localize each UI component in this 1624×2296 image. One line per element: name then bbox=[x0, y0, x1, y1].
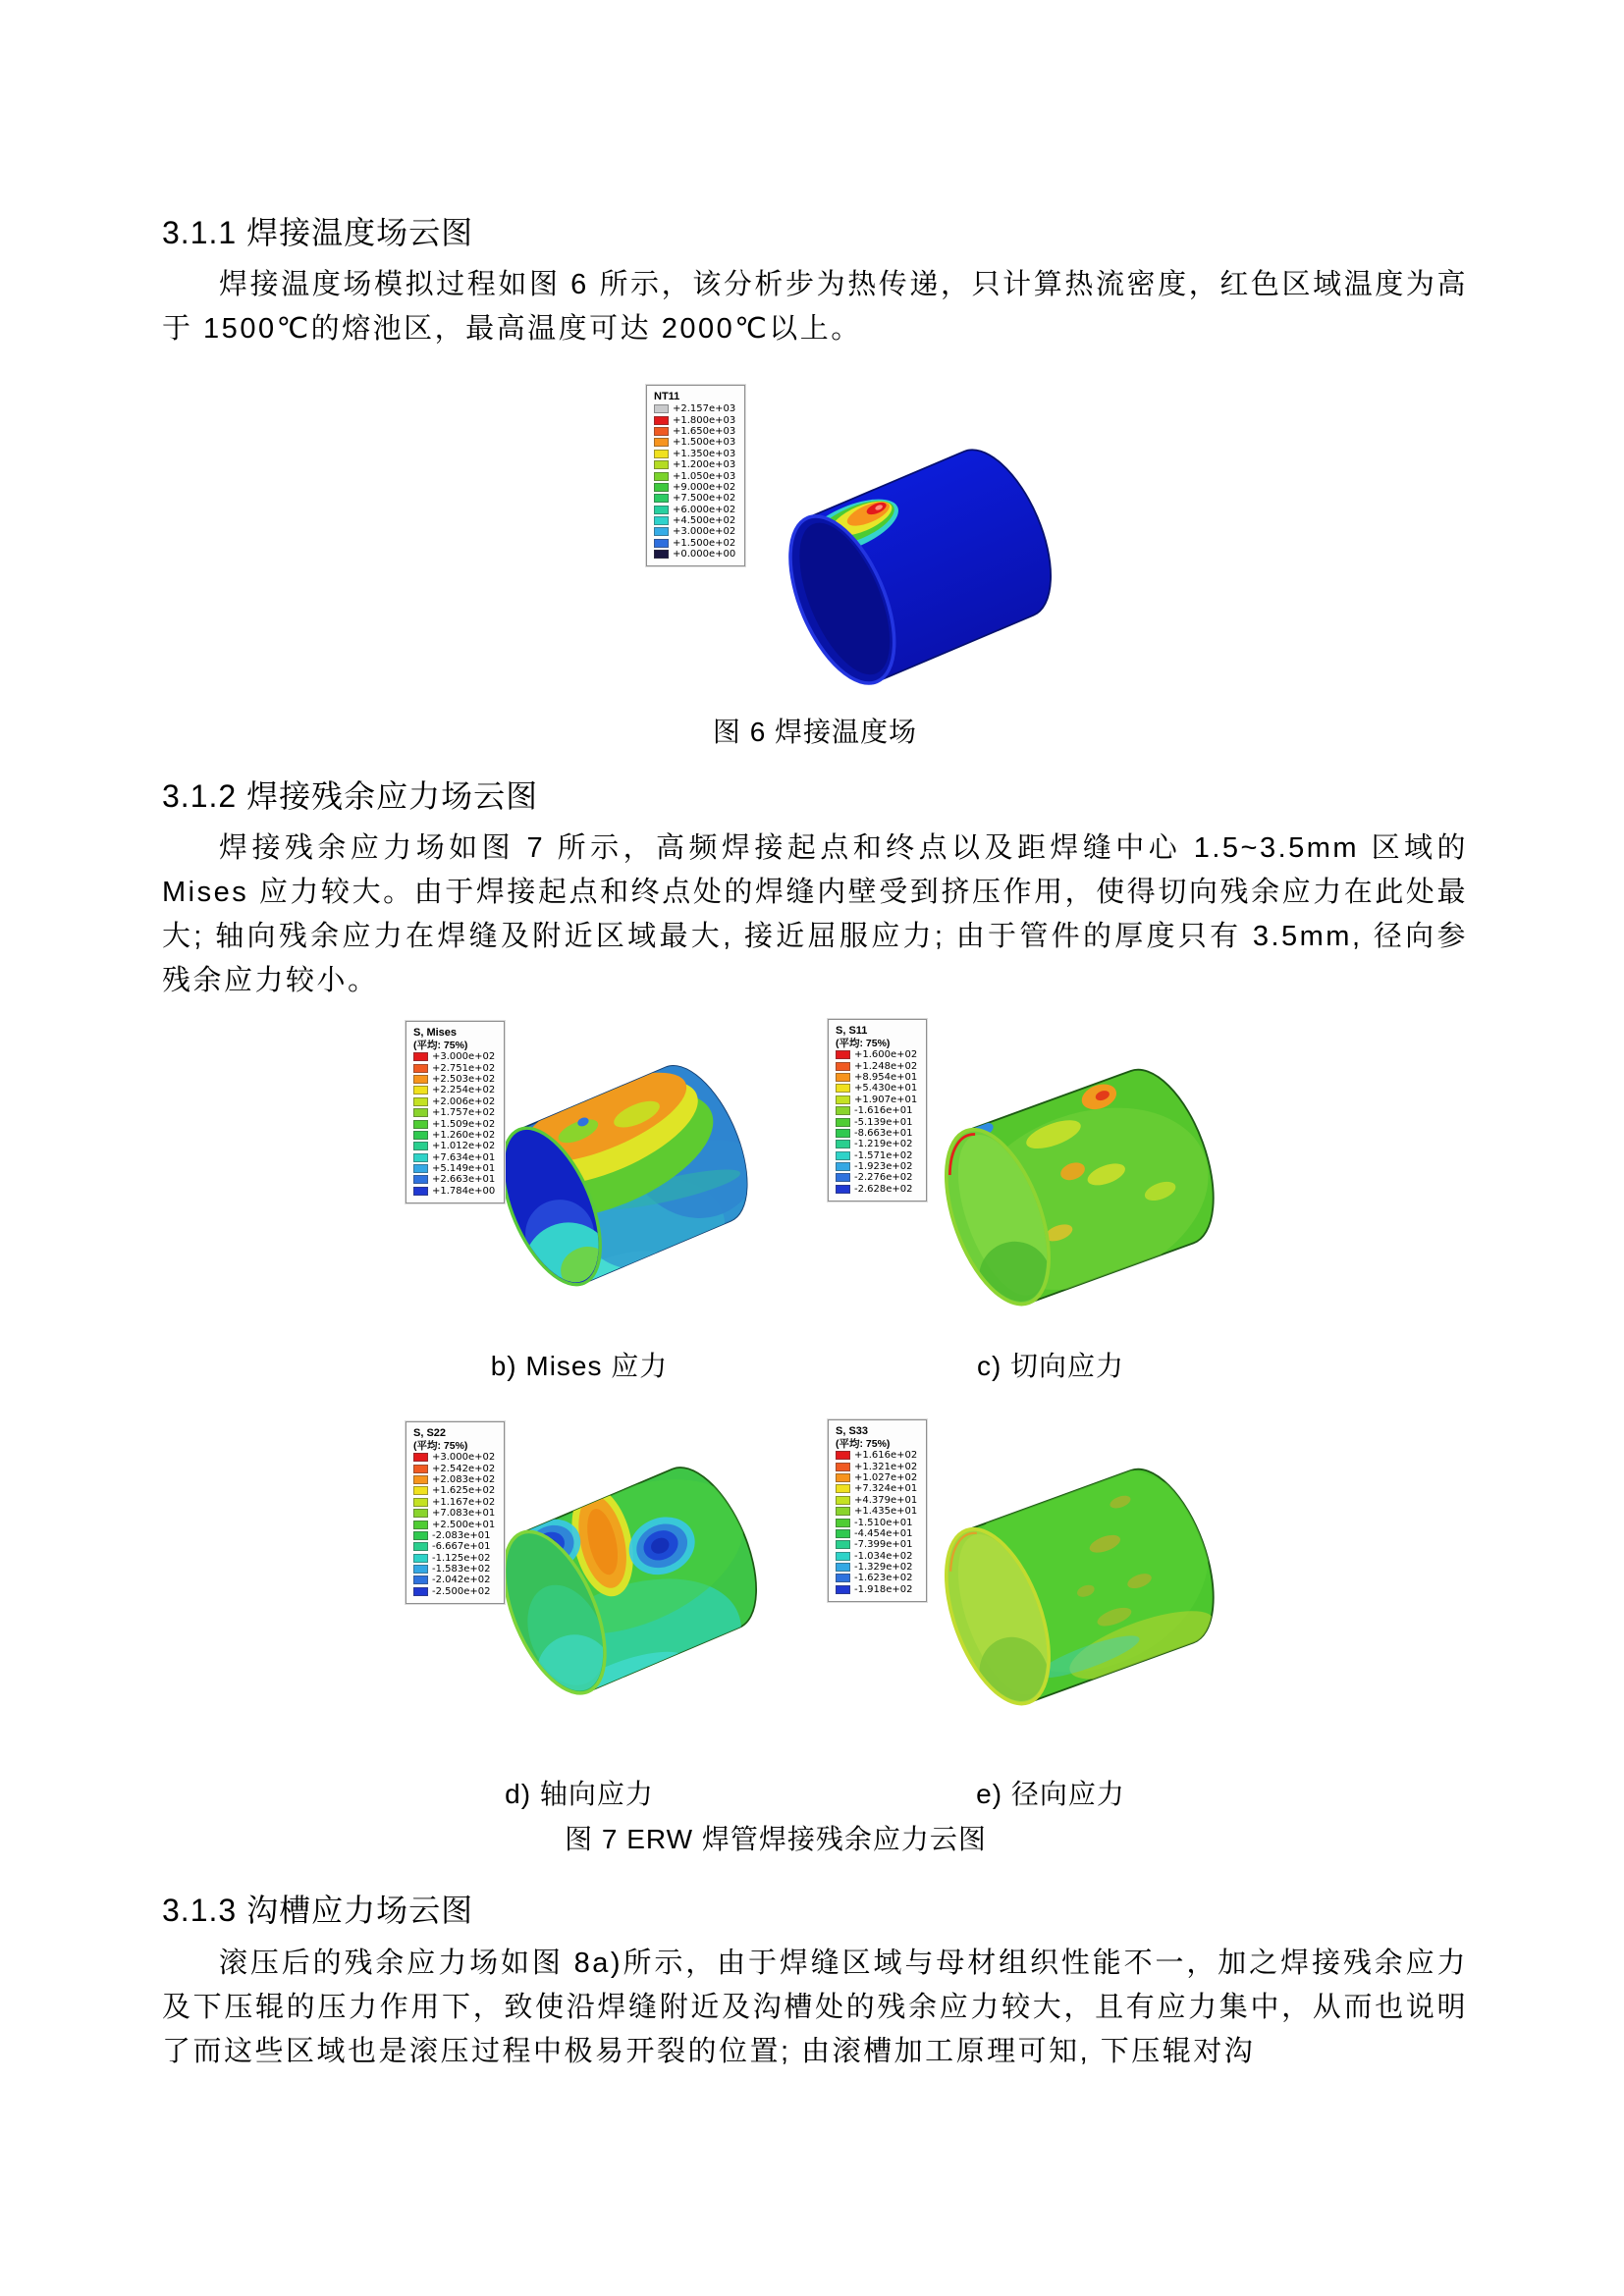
legend-color-swatch bbox=[836, 1084, 850, 1093]
legend-s-mises-title: S, Mises bbox=[413, 1027, 458, 1039]
legend-value: +7.500e+02 bbox=[673, 493, 736, 505]
legend-row bbox=[654, 482, 735, 493]
legend-value: +1.757e+02 bbox=[432, 1107, 496, 1119]
legend-color-swatch bbox=[413, 1531, 428, 1540]
legend-color-swatch bbox=[836, 1106, 850, 1115]
legend-row bbox=[836, 1472, 917, 1483]
legend-row bbox=[413, 1051, 495, 1062]
section-heading-3-1-1: 3.1.1 焊接温度场云图 bbox=[162, 215, 474, 250]
legend-value: +2.083e+02 bbox=[432, 1473, 496, 1485]
legend-color-swatch bbox=[836, 1050, 850, 1059]
legend-nt11 bbox=[646, 385, 745, 566]
legend-color-swatch bbox=[836, 1529, 850, 1538]
legend-color-swatch bbox=[836, 1073, 850, 1082]
legend-color-swatch bbox=[836, 1062, 850, 1071]
legend-row bbox=[836, 1483, 917, 1494]
legend-row bbox=[413, 1141, 495, 1151]
legend-value: +1.616e+02 bbox=[854, 1450, 918, 1462]
legend-s-s22-subtitle: (平均: 75%) bbox=[413, 1440, 468, 1452]
legend-value: +1.600e+02 bbox=[854, 1049, 918, 1061]
legend-row bbox=[413, 1463, 495, 1473]
legend-row bbox=[413, 1118, 495, 1129]
legend-row bbox=[836, 1495, 917, 1506]
legend-color-swatch bbox=[836, 1185, 850, 1194]
legend-color-swatch bbox=[836, 1552, 850, 1561]
legend-color-swatch bbox=[654, 472, 669, 481]
legend-color-swatch bbox=[413, 1120, 428, 1129]
legend-value: +0.000e+00 bbox=[673, 549, 736, 561]
legend-color-swatch bbox=[654, 416, 669, 425]
legend-value: +7.083e+01 bbox=[432, 1508, 496, 1520]
legend-row bbox=[654, 437, 735, 448]
legend-row bbox=[654, 414, 735, 425]
legend-value: -1.329e+02 bbox=[854, 1562, 913, 1574]
legend-row bbox=[413, 1564, 495, 1575]
legend-color-swatch bbox=[413, 1565, 428, 1574]
legend-color-swatch bbox=[654, 483, 669, 492]
legend-color-swatch bbox=[654, 539, 669, 548]
legend-color-swatch bbox=[413, 1465, 428, 1473]
paragraph-3-1-1: 焊接温度场模拟过程如图 6 所示，该分析步为热传递，只计算热流密度，红色区域温度为高于 1500℃的熔池区，最高温度可达 2000℃以上。 bbox=[162, 269, 1468, 345]
legend-row bbox=[836, 1116, 917, 1127]
legend-row bbox=[413, 1452, 495, 1463]
legend-color-swatch bbox=[413, 1453, 428, 1462]
legend-color-swatch bbox=[413, 1086, 428, 1095]
legend-value: +3.000e+02 bbox=[432, 1452, 496, 1464]
fig7b-label: b) Mises 应力 bbox=[490, 1351, 669, 1381]
legend-value: -1.571e+02 bbox=[854, 1149, 913, 1161]
legend-row bbox=[836, 1517, 917, 1527]
legend-color-swatch bbox=[836, 1129, 850, 1138]
legend-value: +3.000e+02 bbox=[432, 1051, 496, 1063]
legend-row bbox=[654, 515, 735, 526]
legend-row bbox=[836, 1172, 917, 1183]
legend-value: -1.510e+01 bbox=[854, 1517, 913, 1528]
legend-row bbox=[413, 1085, 495, 1095]
legend-value: +4.379e+01 bbox=[854, 1494, 918, 1506]
legend-row bbox=[413, 1096, 495, 1107]
legend-color-swatch bbox=[836, 1496, 850, 1505]
legend-value: +1.350e+03 bbox=[673, 448, 736, 459]
fig7b-mises-stress-image bbox=[461, 1031, 756, 1308]
fig7e-radial-stress-image bbox=[898, 1423, 1222, 1729]
legend-row bbox=[413, 1497, 495, 1508]
legend-row bbox=[413, 1152, 495, 1163]
legend-color-swatch bbox=[413, 1486, 428, 1495]
legend-value: +1.784e+00 bbox=[432, 1185, 496, 1197]
legend-row bbox=[413, 1174, 495, 1185]
legend-s-mises-rows bbox=[413, 1051, 495, 1197]
legend-row bbox=[836, 1049, 917, 1060]
legend-value: -1.034e+02 bbox=[854, 1550, 913, 1562]
legend-row bbox=[836, 1060, 917, 1071]
legend-value: -6.667e+01 bbox=[432, 1541, 491, 1553]
legend-color-swatch bbox=[654, 550, 669, 559]
legend-value: -2.628e+02 bbox=[854, 1183, 913, 1195]
legend-color-swatch bbox=[413, 1142, 428, 1150]
legend-row bbox=[654, 526, 735, 537]
figure6-caption: 图 6 焊接温度场 bbox=[712, 717, 918, 747]
legend-s-s11 bbox=[828, 1019, 927, 1201]
legend-row bbox=[836, 1528, 917, 1539]
legend-value: +1.907e+01 bbox=[854, 1094, 918, 1105]
legend-color-swatch bbox=[413, 1587, 428, 1596]
legend-value: -1.616e+01 bbox=[854, 1105, 913, 1117]
legend-value: -1.219e+02 bbox=[854, 1139, 913, 1150]
legend-color-swatch bbox=[413, 1075, 428, 1084]
legend-value: +2.157e+03 bbox=[673, 403, 736, 415]
legend-s-s33 bbox=[828, 1419, 927, 1602]
legend-s-s33-title: S, S33 bbox=[836, 1425, 869, 1437]
legend-value: +1.650e+03 bbox=[673, 425, 736, 437]
legend-row bbox=[654, 403, 735, 414]
legend-value: -7.399e+01 bbox=[854, 1539, 913, 1551]
legend-value: -1.918e+02 bbox=[854, 1583, 913, 1595]
legend-value: -8.663e+01 bbox=[854, 1127, 913, 1139]
legend-nt11-rows bbox=[654, 403, 735, 560]
legend-value: +9.000e+02 bbox=[673, 481, 736, 493]
legend-s-s22-title: S, S22 bbox=[413, 1427, 447, 1439]
legend-row bbox=[413, 1519, 495, 1529]
fig7d-label: d) 轴向应力 bbox=[505, 1779, 654, 1809]
legend-color-swatch bbox=[836, 1484, 850, 1493]
legend-value: +2.006e+02 bbox=[432, 1095, 496, 1107]
legend-value: +7.634e+01 bbox=[432, 1151, 496, 1163]
legend-value: -5.139e+01 bbox=[854, 1116, 913, 1128]
legend-color-swatch bbox=[413, 1131, 428, 1140]
legend-row bbox=[413, 1575, 495, 1585]
legend-row bbox=[836, 1450, 917, 1461]
paragraph-3-1-2: 焊接残余应力场如图 7 所示，高频焊接起点和终点以及距焊缝中心 1.5~3.5mm 区域的 Mises 应力较大。由于焊接起点和终点处的焊缝内壁受到挤压作用，使得切向残余应力在此处最大; 轴向残余应力在焊缝及附近区域最大, 接近屈服应力; 由于管件的厚度只有 3.5mm, 径向参残余应力较小。 bbox=[162, 832, 1468, 996]
legend-color-swatch bbox=[413, 1164, 428, 1173]
legend-value: +1.248e+02 bbox=[854, 1060, 918, 1072]
legend-color-swatch bbox=[836, 1162, 850, 1171]
legend-value: +2.500e+01 bbox=[432, 1519, 496, 1530]
legend-color-swatch bbox=[654, 450, 669, 458]
legend-value: +1.321e+02 bbox=[854, 1461, 918, 1472]
legend-color-swatch bbox=[413, 1153, 428, 1162]
legend-value: -1.923e+02 bbox=[854, 1161, 913, 1173]
legend-row bbox=[654, 505, 735, 515]
legend-color-swatch bbox=[836, 1540, 850, 1549]
legend-row bbox=[836, 1128, 917, 1139]
legend-color-swatch bbox=[413, 1542, 428, 1551]
section-heading-3-1-3: 3.1.3 沟槽应力场云图 bbox=[162, 1893, 474, 1928]
fig7c-tangential-stress-image bbox=[898, 1024, 1222, 1329]
legend-row bbox=[413, 1485, 495, 1496]
legend-value: +2.751e+02 bbox=[432, 1062, 496, 1074]
legend-s-s11-rows bbox=[836, 1049, 917, 1195]
legend-color-swatch bbox=[836, 1507, 850, 1516]
legend-color-swatch bbox=[413, 1575, 428, 1584]
legend-color-swatch bbox=[413, 1108, 428, 1117]
legend-row bbox=[654, 493, 735, 504]
legend-row bbox=[836, 1539, 917, 1550]
legend-s-s11-subtitle: (平均: 75%) bbox=[836, 1038, 891, 1049]
legend-row bbox=[654, 549, 735, 560]
legend-value: +2.663e+01 bbox=[432, 1174, 496, 1186]
legend-row bbox=[836, 1584, 917, 1595]
legend-s-mises-subtitle: (平均: 75%) bbox=[413, 1040, 468, 1051]
legend-row bbox=[654, 538, 735, 549]
legend-row bbox=[836, 1083, 917, 1094]
legend-color-swatch bbox=[413, 1187, 428, 1196]
legend-color-swatch bbox=[836, 1095, 850, 1104]
legend-color-swatch bbox=[654, 506, 669, 514]
legend-row bbox=[836, 1072, 917, 1083]
legend-value: +1.500e+03 bbox=[673, 437, 736, 449]
legend-row bbox=[413, 1586, 495, 1597]
legend-color-swatch bbox=[836, 1451, 850, 1460]
legend-row bbox=[836, 1139, 917, 1149]
legend-color-swatch bbox=[654, 516, 669, 525]
legend-row bbox=[413, 1530, 495, 1541]
legend-row bbox=[654, 459, 735, 470]
legend-value: +1.200e+03 bbox=[673, 459, 736, 471]
legend-row bbox=[836, 1095, 917, 1105]
legend-row bbox=[836, 1161, 917, 1172]
legend-color-swatch bbox=[413, 1521, 428, 1529]
legend-row bbox=[413, 1107, 495, 1118]
legend-color-swatch bbox=[654, 460, 669, 469]
legend-color-swatch bbox=[836, 1574, 850, 1582]
legend-row bbox=[413, 1508, 495, 1519]
legend-row bbox=[413, 1163, 495, 1174]
legend-s-s11-title: S, S11 bbox=[836, 1025, 868, 1037]
legend-value: +1.027e+02 bbox=[854, 1471, 918, 1483]
legend-color-swatch bbox=[836, 1151, 850, 1160]
legend-color-swatch bbox=[654, 527, 669, 536]
fig7e-label: e) 径向应力 bbox=[976, 1779, 1125, 1809]
legend-color-swatch bbox=[413, 1097, 428, 1106]
legend-value: -2.042e+02 bbox=[432, 1575, 491, 1586]
paragraph-3-1-3: 滚压后的残余应力场如图 8a)所示，由于焊缝区域与母材组织性能不一，加之焊接残余应力及下压辊的压力作用下，致使沿焊缝附近及沟槽处的残余应力较大，且有应力集中，从而也说明了而这些区域也是滚压过程中极易开裂的位置; 由滚槽加工原理可知, 下压辊对沟 bbox=[162, 1948, 1468, 2067]
legend-value: +4.500e+02 bbox=[673, 515, 736, 527]
legend-color-swatch bbox=[654, 427, 669, 436]
legend-value: +1.509e+02 bbox=[432, 1118, 496, 1130]
legend-value: -2.083e+01 bbox=[432, 1529, 491, 1541]
legend-row bbox=[413, 1074, 495, 1085]
legend-value: +7.324e+01 bbox=[854, 1483, 918, 1495]
legend-value: +2.503e+02 bbox=[432, 1073, 496, 1085]
legend-row bbox=[413, 1186, 495, 1197]
legend-color-swatch bbox=[654, 494, 669, 503]
legend-value: +1.260e+02 bbox=[432, 1129, 496, 1141]
legend-color-swatch bbox=[654, 438, 669, 447]
legend-value: -2.276e+02 bbox=[854, 1172, 913, 1184]
legend-row bbox=[413, 1541, 495, 1552]
fig6-temperature-field-image bbox=[746, 412, 1060, 709]
legend-value: -4.454e+01 bbox=[854, 1527, 913, 1539]
legend-color-swatch bbox=[413, 1175, 428, 1184]
legend-color-swatch bbox=[836, 1463, 850, 1471]
legend-color-swatch bbox=[836, 1473, 850, 1482]
legend-row bbox=[413, 1130, 495, 1141]
fig7c-label: c) 切向应力 bbox=[976, 1351, 1125, 1381]
figure7-caption: 图 7 ERW 焊管焊接残余应力云图 bbox=[565, 1824, 987, 1854]
legend-value: +1.625e+02 bbox=[432, 1485, 496, 1497]
legend-color-swatch bbox=[836, 1140, 850, 1148]
legend-row bbox=[836, 1105, 917, 1116]
legend-color-swatch bbox=[413, 1509, 428, 1518]
legend-value: +1.435e+01 bbox=[854, 1506, 918, 1518]
legend-color-swatch bbox=[654, 404, 669, 413]
legend-color-swatch bbox=[836, 1173, 850, 1182]
legend-row bbox=[836, 1506, 917, 1517]
legend-s-s33-subtitle: (平均: 75%) bbox=[836, 1438, 891, 1450]
legend-color-swatch bbox=[836, 1585, 850, 1594]
legend-value: +1.050e+03 bbox=[673, 470, 736, 482]
legend-color-swatch bbox=[836, 1118, 850, 1127]
legend-value: +1.012e+02 bbox=[432, 1141, 496, 1152]
legend-row bbox=[413, 1553, 495, 1564]
legend-row bbox=[836, 1461, 917, 1471]
legend-row bbox=[413, 1062, 495, 1073]
section-heading-3-1-2: 3.1.2 焊接残余应力场云图 bbox=[162, 778, 539, 814]
legend-value: +8.954e+01 bbox=[854, 1071, 918, 1083]
legend-value: +2.542e+02 bbox=[432, 1463, 496, 1474]
legend-value: +2.254e+02 bbox=[432, 1085, 496, 1096]
legend-value: -1.125e+02 bbox=[432, 1552, 491, 1564]
legend-color-swatch bbox=[413, 1475, 428, 1484]
legend-value: +6.000e+02 bbox=[673, 504, 736, 515]
legend-row bbox=[836, 1150, 917, 1161]
legend-s-s22-rows bbox=[413, 1452, 495, 1597]
legend-row bbox=[836, 1184, 917, 1195]
legend-s-s22 bbox=[406, 1421, 505, 1604]
legend-row bbox=[413, 1474, 495, 1485]
legend-row bbox=[654, 426, 735, 437]
legend-row bbox=[654, 470, 735, 481]
legend-value: +1.500e+02 bbox=[673, 537, 736, 549]
legend-value: +5.430e+01 bbox=[854, 1083, 918, 1095]
legend-row bbox=[836, 1562, 917, 1573]
legend-value: +1.167e+02 bbox=[432, 1496, 496, 1508]
legend-s-s33-rows bbox=[836, 1450, 917, 1595]
legend-nt11-title: NT11 bbox=[654, 391, 680, 402]
legend-value: +3.000e+02 bbox=[673, 526, 736, 538]
legend-color-swatch bbox=[836, 1563, 850, 1572]
legend-value: +1.800e+03 bbox=[673, 414, 736, 426]
legend-row bbox=[654, 449, 735, 459]
legend-color-swatch bbox=[413, 1052, 428, 1061]
legend-value: -2.500e+02 bbox=[432, 1585, 491, 1597]
fig7d-axial-stress-image bbox=[461, 1431, 766, 1718]
legend-value: -1.623e+02 bbox=[854, 1573, 913, 1584]
legend-row bbox=[836, 1551, 917, 1562]
legend-s-mises bbox=[406, 1021, 505, 1203]
legend-color-swatch bbox=[836, 1519, 850, 1527]
legend-color-swatch bbox=[413, 1064, 428, 1073]
legend-value: +5.149e+01 bbox=[432, 1163, 496, 1175]
legend-row bbox=[836, 1573, 917, 1583]
legend-color-swatch bbox=[413, 1498, 428, 1507]
legend-color-swatch bbox=[413, 1554, 428, 1563]
legend-value: -1.583e+02 bbox=[432, 1564, 491, 1575]
